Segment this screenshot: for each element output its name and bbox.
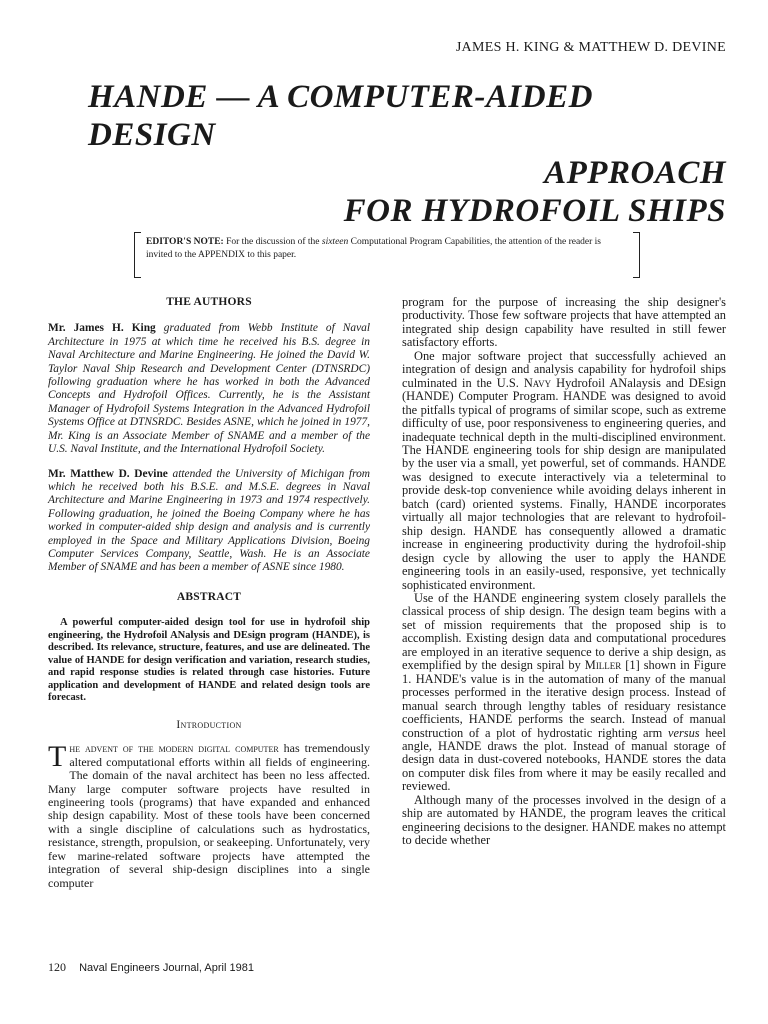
editor-note-emphasis: sixteen [321,237,349,247]
author-bio-text: graduated from Webb Institute of Naval Architecture in 1975 at which time he received his B.S. degree in Naval Architecture and Marine Engineering. He joined the David W. Taylor Naval Ship Research and Development Center (DTNSRDC) following graduation where he has worked in both the Advanced Concepts and Hydrofoil Offices. Currently, he is the Assistant Manager of Hydrofoil Systems Integration in the Advanced Hydrofoil Systems Office at DTNSRDC. Besides ASNE, which he joined in 1977, Mr. King is an Associate Member of SNAME and a member of the U.S. Naval Institute, and the International Hydrofoil Society. [48,322,370,456]
title-line-2: APPROACH [544,155,726,191]
paragraph-part: heel angle, HANDE draws the plot. Instead of manual storage of design data in dust-covered notebooks, HANDE stores the data on computer disk files from where it may be easily recalled and reviewed. [402,725,726,794]
paragraph-part: Use of the HANDE engineering system closely parallels the classical process of ship design. The design team begins with a set of mission requirements that the proposed ship is to accomplish. Existing design data and computational procedures are employed in an iterative sequence to derive a ship design, as exemplified by the design spiral by [402,590,726,673]
author-name: Mr. James H. King [48,322,156,335]
paragraph-2 [402,350,726,592]
authors-heading: THE AUTHORS [166,296,252,308]
intro-text: has tremendously altered computational efforts within all fields of engineering. The domain of the naval architect has been no less affected. Many large computer software projects have resulted in engineering tools (programs) that have expanded and enhanced ship design capability. Most of these tools have been concerned with a single discipline of calculations such as hydrostatics, resistance, strength, propulsion, or seakeeping. Unfortunately, very few marine-related software projects have attempted the integration of several ship-design disciplines into a single computer [48,741,370,890]
author-name: Mr. Matthew D. Devine [48,467,168,480]
title-line-3: FOR HYDROFOIL SHIPS [343,193,726,229]
article-authors: JAMES H. KING & MATTHEW D. DEVINE [455,40,726,55]
left-bracket [134,232,141,278]
paragraph-3 [402,592,726,794]
abstract-heading: ABSTRACT [176,590,242,603]
editor-note-box [134,232,640,272]
abstract-text: A powerful computer-aided design tool for use in hydrofoil ship engineering, the Hydrofoil ANalysis and DEsign program (HANDE), is described. Its relevance, structure, features, and use are delineated. The value of HANDE for design verification and variation, research studies, and rapid response studies is related through case histories. Future application and development of HANDE and related design tools are forecast. [48,617,370,704]
editor-note-part: For the discussion of the [226,237,320,247]
title-line-1: HANDE — A COMPUTER-AIDED DESIGN [88,79,593,153]
introduction-paragraph [48,742,370,890]
right-column [402,296,726,848]
page-footer [48,960,254,975]
author-bio-king [48,322,370,456]
paragraph-4: Although many of the processes involved in the design of a ship are automated by HANDE, the program leaves the critical engineering decisions to the designer. HANDE makes no attempt to decide whether [402,792,726,848]
editor-note-text [146,236,628,261]
paragraph-1: program for the purpose of increasing the ship designer's productivity. Those few software projects that have attempted an integrated ship design capability have resulted in still fewer satisfactory efforts. [402,295,726,350]
journal-citation: Naval Engineers Journal, April 1981 [79,962,254,974]
versus-italic: versus [667,725,700,740]
navy-smallcaps: Navy [523,375,552,390]
editor-note-label: EDITOR'S NOTE: [146,237,224,247]
author-bio-devine [48,468,370,575]
drop-cap: T [48,740,67,774]
left-column [48,296,370,890]
right-bracket [633,232,640,278]
paragraph-part: [1] shown in Figure 1. HANDE's value is in the automation of many of the manual processes performed in the iterative design process. Instead of manual search through lengthy tables of residuary resistance coefficients, HANDE performs the search. Instead of manual construction of a plot of hydrostatic righting arm [402,658,726,740]
article-title [60,78,726,230]
page-number: 120 [48,960,66,974]
author-bio-text: attended the University of Michigan from which he received both his B.S.E. and M.S.E. degrees in Naval Architecture and Marine Engineering in 1973 and 1974 respectively. Following graduation, he joined the Boeing Company where he has worked in computer-aided ship design and analysis and is currently employed in the Space and Military Applications Division, Boeing Computer Services Company, Seattle, Wash. He is an Associate Member of SNAME and has been a member of ASNE since 1980. [48,467,371,574]
editor-note-part: Computational Program Capabilities, the attention of the reader is invited to the APPENDIX to this paper. [146,237,602,260]
miller-smallcaps: Miller [584,658,622,673]
paragraph-part: One major software project that successfully achieved an integration of design and analysis capability for hydrofoil ships culminated in the U.S. [402,348,726,390]
intro-lead-smallcaps: he advent of the modern digital computer [69,741,279,756]
introduction-heading: Introduction [176,718,242,731]
paragraph-part: Hydrofoil ANalaysis and DEsign (HANDE) Computer Program. HANDE was designed to avoid the pitfalls typical of programs of similar scope, such as extreme difficulty of use, poor responsiveness to engineering queries, and inadequate technical depth in the multi-disciplined environment. The HANDE engineering tools for ship design are manipulated by the user via a small, yet powerful, set of commands. HANDE was designed to execute interactively via a teleterminal to provide desk-top convenience while avoiding delays inherent in batch (card) oriented systems. Finally, HANDE incorporates virtually all major technologies that are relevant to hydrofoil-ship design. HANDE has consequently allowed a dramatic increase in engineering productivity during the hydrofoil-ship design cycle by allowing the user to apply the HANDE engineering tools in an easily-used, responsive, yet technically sophisticated environment. [402,375,726,592]
